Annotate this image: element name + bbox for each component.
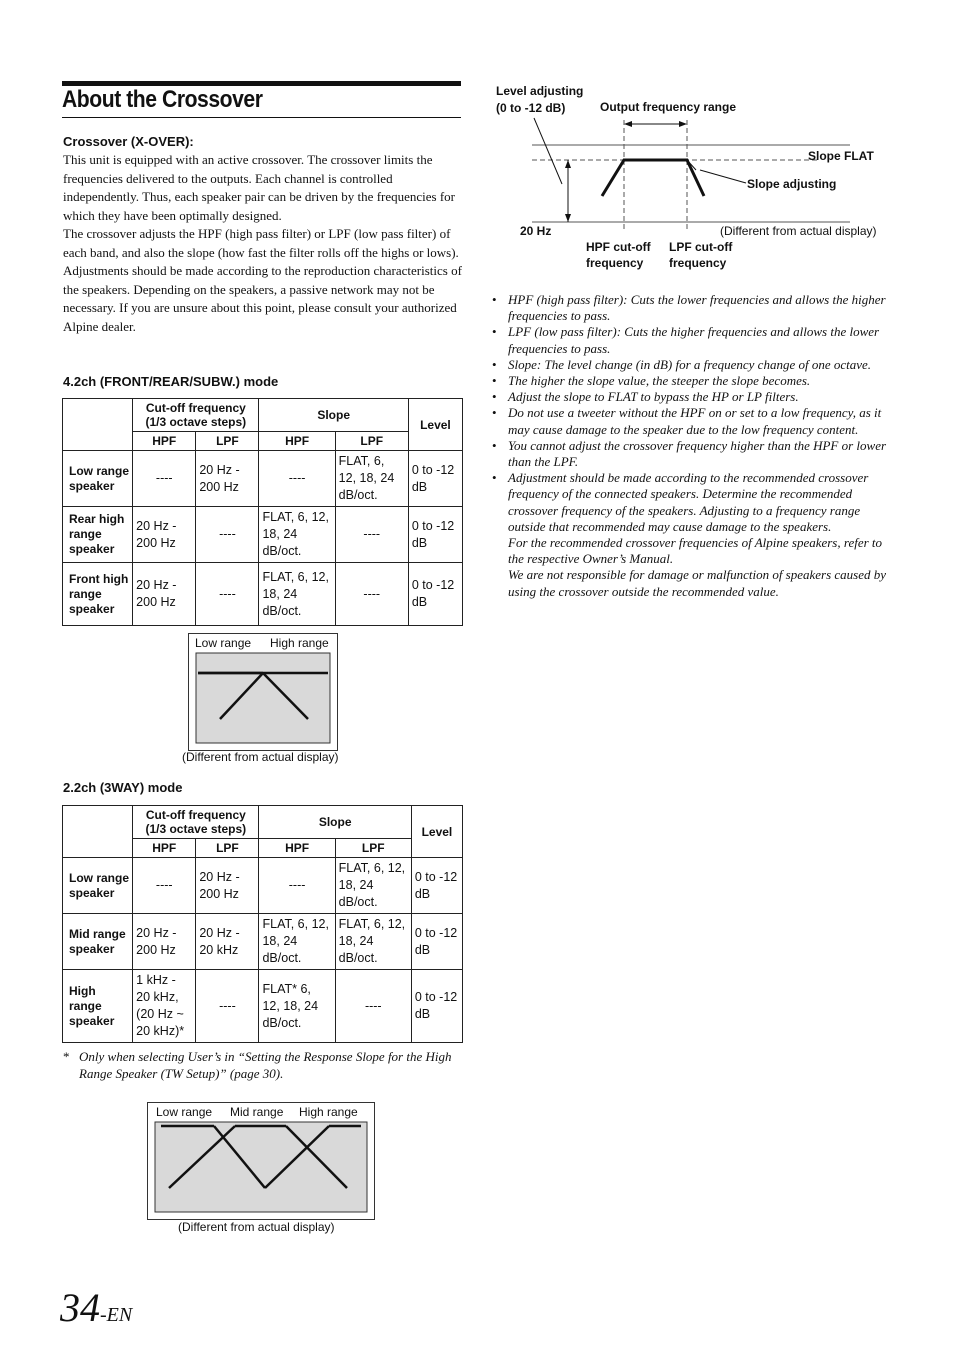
- level-adjusting-label: Level adjusting: [496, 84, 584, 98]
- output-range-label: Output frequency range: [600, 100, 737, 114]
- diagram-label-high: High range: [299, 1105, 358, 1119]
- cell-slope-hpf: FLAT, 6, 12, 18, 24 dB/oct.: [259, 507, 335, 563]
- row-header: Mid range speaker: [63, 914, 133, 970]
- filter-diagram: [520, 110, 860, 235]
- diagram-label-high: High range: [270, 636, 329, 650]
- diagram-caption: (Different from actual display): [178, 1220, 335, 1234]
- table-row: [63, 451, 463, 507]
- cell-cut-lpf: 20 Hz - 200 Hz: [196, 451, 259, 507]
- crossover-paragraph: Adjustments should be made according to the reproduction characteristics of the speakers. Depending on the speakers, a passive network may not be necessary. If you are unsure about this point, please consult your authorized Alpine dealer.: [63, 263, 462, 334]
- cell-cut-hpf: 20 Hz - 200 Hz: [133, 914, 196, 970]
- cell-level: 0 to -12 dB: [411, 858, 462, 914]
- crossover-heading: Crossover (X-OVER):: [63, 134, 194, 149]
- crossover-paragraph: The crossover adjusts the HPF (high pass filter) or LPF (low pass filter) of each band, and also the slope (how fast the filter rolls off the highs or lows).: [63, 226, 459, 260]
- mode-4-2ch-heading: 4.2ch (FRONT/REAR/SUBW.) mode: [63, 374, 279, 389]
- list-item: • Slope: The level change (in dB) for a frequency change of one octave.: [492, 357, 892, 373]
- cell-slope-hpf: FLAT, 6, 12, 18, 24 dB/oct.: [259, 563, 335, 626]
- corner-cell: [63, 806, 133, 858]
- footnote: [63, 1049, 463, 1082]
- level-header: Level: [408, 399, 462, 451]
- cutoff-header: Cut-off frequency (1/3 octave steps): [133, 806, 259, 839]
- lpf-frequency-label: frequency: [669, 256, 727, 270]
- slope-header: Slope: [259, 399, 408, 432]
- level-adjusting-range: (0 to -12 dB): [496, 101, 566, 115]
- cell-slope-lpf: FLAT, 6, 12, 18, 24 dB/oct.: [335, 451, 408, 507]
- list-item: • The higher the slope value, the steeper the slope becomes.: [492, 373, 892, 389]
- three-range-diagram: [147, 1102, 375, 1220]
- lpf-header: LPF: [196, 839, 259, 858]
- cell-cut-hpf: 1 kHz - 20 kHz, (20 Hz ~ 20 kHz)*: [133, 970, 196, 1043]
- filter-diagram-caption: (Different from actual display): [720, 224, 877, 238]
- cell-slope-hpf: FLAT* 6, 12, 18, 24 dB/oct.: [259, 970, 335, 1043]
- cell-slope-lpf: ----: [335, 507, 408, 563]
- row-header: Low range speaker: [63, 858, 133, 914]
- row-header: Front high range speaker: [63, 563, 133, 626]
- row-header: Rear high range speaker: [63, 507, 133, 563]
- note-continuation: For the recommended crossover frequencies of Alpine speakers, refer to the respective Owner’s Manual.: [508, 535, 883, 567]
- list-item: • HPF (high pass filter): Cuts the lower frequencies and allows the higher frequencies to pass.: [492, 292, 892, 324]
- diagram-caption: (Different from actual display): [182, 750, 339, 764]
- lpf-header: LPF: [196, 432, 259, 451]
- diagram-label-low: Low range: [156, 1105, 213, 1119]
- mode-2-2ch-table: [62, 805, 463, 1043]
- slope-header: Slope: [259, 806, 411, 839]
- row-header: Low range speaker: [63, 451, 133, 507]
- footnote-mark: *: [63, 1049, 70, 1064]
- lpf-header: LPF: [335, 839, 411, 858]
- hpf-header: HPF: [259, 432, 335, 451]
- cell-level: 0 to -12 dB: [411, 914, 462, 970]
- level-header: Level: [411, 806, 462, 858]
- mode-4-2ch-table: [62, 398, 463, 626]
- cell-slope-lpf: FLAT, 6, 12, 18, 24 dB/oct.: [335, 858, 411, 914]
- table-row: [63, 858, 463, 914]
- slope-adjusting-label: Slope adjusting: [747, 177, 837, 191]
- hpf-header: HPF: [133, 839, 196, 858]
- lpf-cutoff-label: LPF cut-off: [669, 240, 733, 254]
- table-row: [63, 507, 463, 563]
- cell-level: 0 to -12 dB: [408, 507, 462, 563]
- notes-list: [492, 292, 892, 600]
- cell-cut-lpf: ----: [196, 970, 259, 1043]
- corner-cell: [63, 399, 133, 451]
- cell-level: 0 to -12 dB: [408, 451, 462, 507]
- cell-level: 0 to -12 dB: [411, 970, 462, 1043]
- row-header: High range speaker: [63, 970, 133, 1043]
- footnote-text: Only when selecting User’s in “Setting the Response Slope for the High Range Speaker (TW Setup)” (page 30).: [79, 1049, 452, 1081]
- diagram-label-mid: Mid range: [230, 1105, 284, 1119]
- page-number: [60, 1284, 132, 1331]
- cell-slope-hpf: ----: [259, 451, 335, 507]
- title-rule: [62, 117, 461, 118]
- cell-slope-lpf: ----: [335, 563, 408, 626]
- hpf-frequency-label: frequency: [586, 256, 644, 270]
- list-item: • Do not use a tweeter without the HPF on or set to a low frequency, as it may cause damage to the speaker due to the low frequency content.: [492, 405, 892, 437]
- slope-flat-label: Slope FLAT: [808, 149, 874, 163]
- lpf-header: LPF: [335, 432, 408, 451]
- two-range-diagram: [188, 633, 338, 751]
- cell-cut-lpf: 20 Hz - 200 Hz: [196, 858, 259, 914]
- cell-cut-lpf: ----: [196, 507, 259, 563]
- cell-cut-hpf: ----: [133, 451, 196, 507]
- cell-slope-lpf: FLAT, 6, 12, 18, 24 dB/oct.: [335, 914, 411, 970]
- cell-level: 0 to -12 dB: [408, 563, 462, 626]
- hpf-header: HPF: [133, 432, 196, 451]
- table-row: [63, 970, 463, 1043]
- cell-cut-hpf: ----: [133, 858, 196, 914]
- list-item: • You cannot adjust the crossover frequency higher than the HPF or lower than the LPF.: [492, 438, 892, 470]
- diagram-label-low: Low range: [195, 636, 252, 650]
- list-item: • Adjustment should be made according to the recommended crossover frequency of the connected speakers. Determine the recommended crossover frequency of the speakers. Adjusting to a frequency range outside that recommended may cause damage to the speakers.: [492, 470, 892, 535]
- cell-cut-lpf: 20 Hz - 20 kHz: [196, 914, 259, 970]
- cell-slope-lpf: ----: [335, 970, 411, 1043]
- cell-slope-hpf: ----: [259, 858, 335, 914]
- page-title: About the Crossover: [62, 86, 263, 113]
- cutoff-header: Cut-off frequency (1/3 octave steps): [133, 399, 259, 432]
- cell-cut-hpf: 20 Hz - 200 Hz: [133, 563, 196, 626]
- cell-slope-hpf: FLAT, 6, 12, 18, 24 dB/oct.: [259, 914, 335, 970]
- crossover-paragraph: This unit is equipped with an active crossover. The crossover limits the frequencies delivered to the outputs. Each channel is controlled independently. Thus, each speaker pair can be driven by the frequencies for which they have been optimally designed.: [63, 152, 456, 223]
- list-item: • LPF (low pass filter): Cuts the higher frequencies and allows the lower frequencies to pass.: [492, 324, 892, 356]
- mode-2-2ch-heading: 2.2ch (3WAY) mode: [63, 780, 183, 795]
- hpf-cutoff-label: HPF cut-off: [586, 240, 651, 254]
- note-continuation: We are not responsible for damage or malfunction of speakers caused by using the crossover outside the recommended value.: [508, 567, 887, 599]
- crossover-body: [63, 151, 463, 336]
- page-number-value: 34: [60, 1285, 100, 1330]
- cell-cut-lpf: ----: [196, 563, 259, 626]
- list-item: • Adjust the slope to FLAT to bypass the HP or LP filters.: [492, 389, 892, 405]
- table-row: [63, 563, 463, 626]
- cell-cut-hpf: 20 Hz - 200 Hz: [133, 507, 196, 563]
- page-suffix: -EN: [100, 1304, 133, 1326]
- hz20-label: 20 Hz: [520, 224, 552, 238]
- table-row: [63, 914, 463, 970]
- hpf-header: HPF: [259, 839, 335, 858]
